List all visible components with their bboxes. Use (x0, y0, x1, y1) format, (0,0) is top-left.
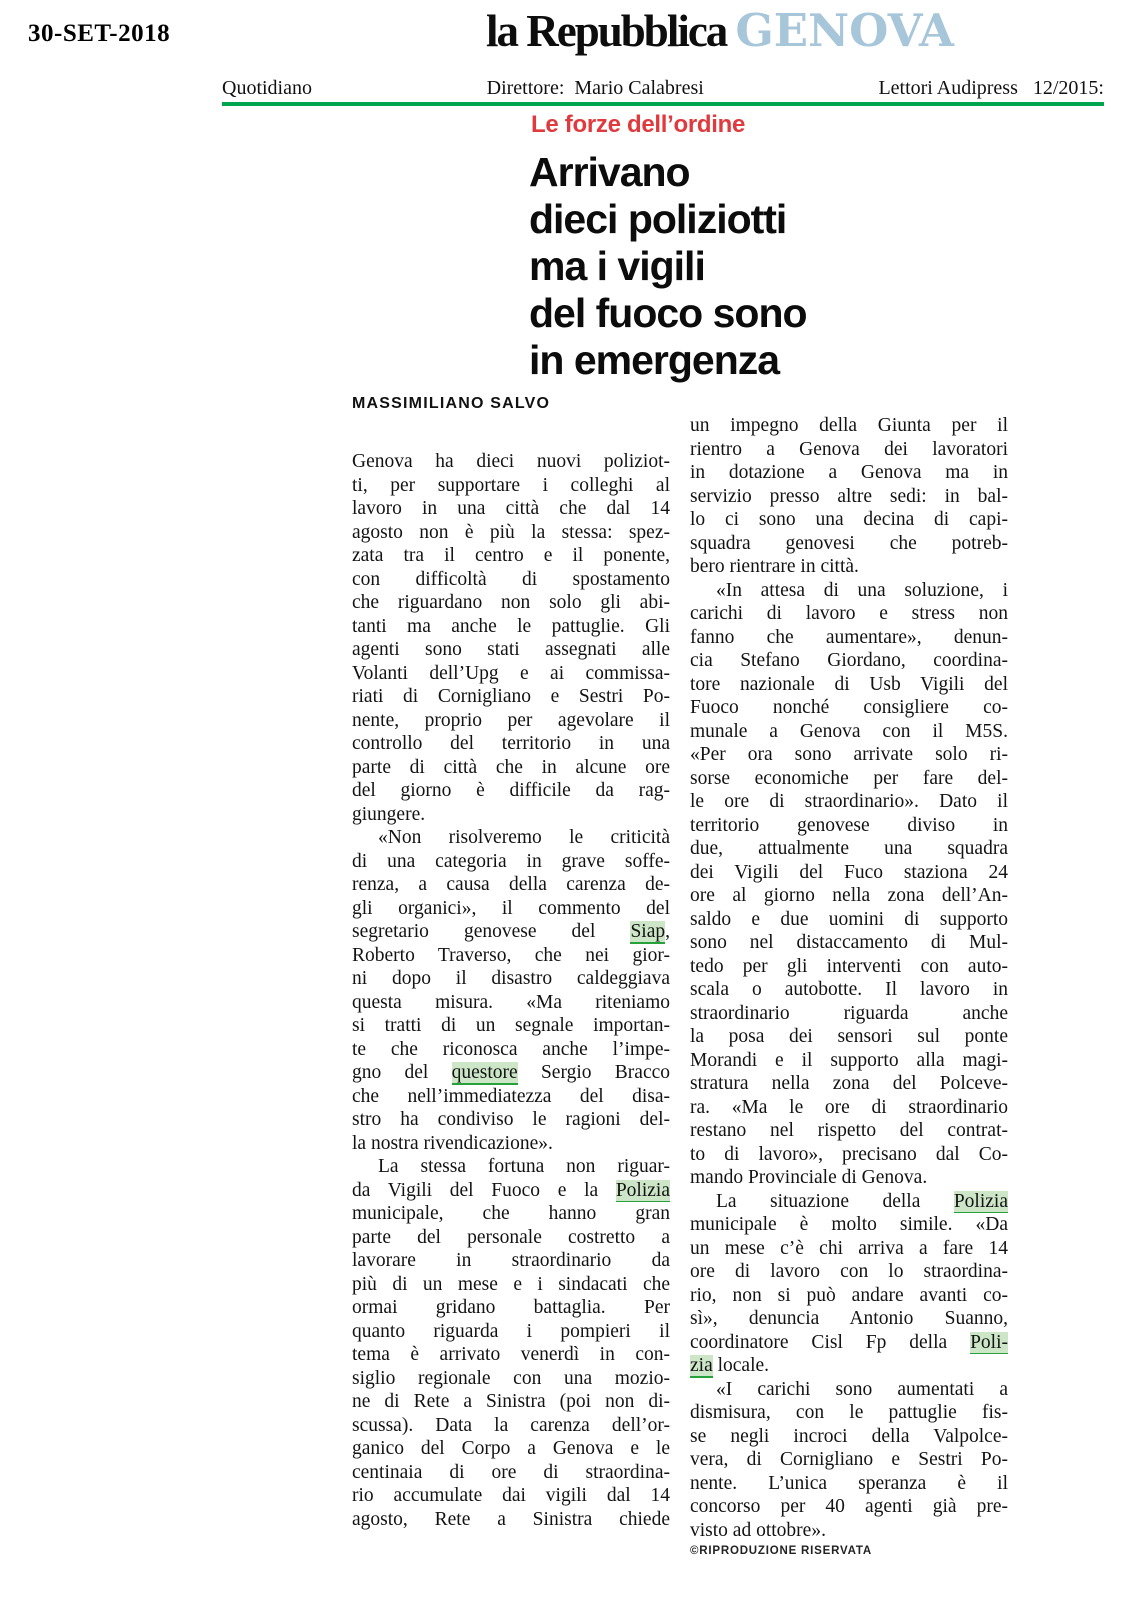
text-line (690, 955, 1008, 979)
text-segment: restano nel rispetto del contrat- (690, 1120, 1008, 1141)
text-segment: Genova ha dieci nuovi poliziot- (352, 451, 670, 472)
text-segment: ormai gridano battaglia. Per (352, 1297, 670, 1318)
text-line (352, 685, 670, 709)
text-segment: nente. L’unica speranza è il (690, 1472, 1008, 1494)
text-line (352, 1484, 670, 1508)
text-segment: scala o autobotte. Il lavoro in (690, 979, 1008, 1000)
text-segment: tema è arrivato venerdì in con- (352, 1344, 670, 1365)
text-segment: renza, a causa della carenza de- (352, 874, 670, 895)
text-segment: Fuoco nonché consigliere co- (690, 697, 1008, 718)
press-review-date: 30-SET-2018 (28, 20, 171, 47)
text-line (352, 638, 670, 662)
text-segment: concorso per 40 agenti già pre- (690, 1496, 1008, 1517)
text-line (690, 1401, 1008, 1425)
text-line (690, 1049, 1008, 1073)
text-line (352, 1014, 670, 1038)
text-segment: agosto, Rete a Sinistra chiede (352, 1508, 670, 1530)
text-line (352, 991, 670, 1015)
text-line (690, 1448, 1008, 1472)
header-rule (222, 102, 1104, 106)
paragraph (352, 826, 670, 1155)
text-line (352, 1085, 670, 1109)
text-segment: saldo e due uomini di supporto (690, 908, 1008, 930)
text-line (690, 414, 1008, 438)
text-segment: carichi di lavoro e stress non (690, 603, 1008, 624)
text-line (690, 555, 1008, 579)
text-segment: sì», denuncia Antonio Suanno, (690, 1308, 1008, 1329)
text-line (690, 579, 1008, 603)
text-line (690, 1166, 1008, 1190)
highlighted-term: questore (452, 1062, 518, 1085)
highlighted-term: Polizia (616, 1180, 670, 1203)
highlighted-term: Polizia (954, 1191, 1008, 1214)
paragraph (352, 450, 670, 826)
text-segment: se negli incroci della Valpolce- (690, 1425, 1008, 1447)
text-segment: Volanti dell’Upg e ai commissa- (352, 662, 670, 684)
text-line (690, 673, 1008, 697)
text-line (352, 568, 670, 592)
text-line (352, 897, 670, 921)
text-segment: del giorno è difficile da rag- (352, 780, 670, 801)
article-byline: MASSIMILIANO SALVO (352, 395, 551, 412)
text-line (690, 1025, 1008, 1049)
text-line (352, 1108, 670, 1132)
text-segment: la nostra rivendicazione». (352, 1132, 553, 1154)
text-line (690, 1331, 1008, 1355)
text-line (352, 450, 670, 474)
meta-row (222, 77, 1104, 100)
text-segment: tore nazionale di Usb Vigili del (690, 673, 1008, 695)
highlighted-term: Siap (630, 921, 665, 944)
text-line (352, 544, 670, 568)
text-segment: munale a Genova con il M5S. (690, 720, 1008, 742)
article-column-left (352, 450, 670, 1531)
meta-quotidiano: Quotidiano (222, 77, 312, 99)
text-line (352, 1367, 670, 1391)
text-line (352, 850, 670, 874)
text-segment: sono nel distaccamento di Mul- (690, 932, 1008, 953)
text-line (690, 438, 1008, 462)
text-line (690, 814, 1008, 838)
text-line (690, 1307, 1008, 1331)
text-line (690, 1519, 1008, 1543)
text-line (352, 1179, 670, 1203)
text-line (690, 861, 1008, 885)
text-segment: dismisura, con le pattuglie fis- (690, 1402, 1008, 1423)
copyright-notice: ©RIPRODUZIONE RISERVATA (690, 1545, 872, 1557)
text-segment: due, attualmente una squadra (690, 838, 1008, 859)
text-line (352, 944, 670, 968)
text-segment: lavorare in straordinario da (352, 1250, 670, 1271)
text-line (352, 873, 670, 897)
text-line (690, 649, 1008, 673)
text-segment: stro ha condiviso le ragioni del- (352, 1109, 670, 1130)
text-segment: che riguardano non solo gli abi- (352, 592, 670, 613)
text-line (690, 1119, 1008, 1143)
text-line (352, 1226, 670, 1250)
text-segment: che nell’immediatezza del disa- (352, 1085, 670, 1107)
headline-line: in emergenza (529, 337, 780, 383)
text-segment: ganico del Corpo a Genova e le (352, 1438, 670, 1459)
text-line (690, 1260, 1008, 1284)
text-segment: da Vigili del Fuoco e la (352, 1179, 616, 1201)
masthead-edition: GENOVA (735, 4, 954, 57)
text-line (690, 461, 1008, 485)
text-segment: straordinario riguarda anche (690, 1002, 1008, 1024)
text-segment: visto ad ottobre». (690, 1519, 826, 1541)
text-line (690, 1354, 1008, 1378)
text-line (690, 696, 1008, 720)
text-segment: ti, per supportare i colleghi al (352, 474, 670, 496)
text-line (690, 908, 1008, 932)
text-segment: mando Provinciale di Genova. (690, 1167, 928, 1188)
text-line (352, 826, 670, 850)
text-line (352, 1508, 670, 1532)
text-segment: «In attesa di una soluzione, i (716, 579, 1008, 601)
text-segment: la posa dei sensori sul ponte (690, 1026, 1008, 1047)
text-segment: ra. «Ma le ore di straordinario (690, 1096, 1008, 1118)
text-segment: scussa). Data la carenza dell’or- (352, 1414, 670, 1436)
text-line (352, 709, 670, 733)
text-line (352, 615, 670, 639)
masthead-title: la Repubblica (486, 6, 727, 56)
meta-lettori-audipress: Lettori Audipress 12/2015: (878, 77, 1104, 99)
text-line (352, 1414, 670, 1438)
article-column-right (690, 414, 1008, 1542)
text-segment: si tratti di un segnale importan- (352, 1015, 670, 1036)
text-line (690, 1425, 1008, 1449)
text-line (690, 978, 1008, 1002)
text-line (690, 485, 1008, 509)
text-segment: to di lavoro», precisano dal Co- (690, 1143, 1008, 1165)
text-segment: quanto riguarda i pompieri il (352, 1320, 670, 1342)
text-line (352, 967, 670, 991)
text-line (690, 1190, 1008, 1214)
text-line (352, 1390, 670, 1414)
text-segment: cia Stefano Giordano, coordina- (690, 650, 1008, 671)
text-segment: bero rientrare in città. (690, 556, 859, 577)
text-segment: le ore di straordinario». Dato il (690, 791, 1008, 812)
text-segment: rio, non si può andare avanti co- (690, 1284, 1008, 1306)
text-segment: «Per ora sono arrivate solo ri- (690, 744, 1008, 765)
text-segment: parte di città che in alcune ore (352, 756, 670, 778)
text-line (690, 1378, 1008, 1402)
text-line (690, 767, 1008, 791)
text-segment: rientro a Genova dei lavoratori (690, 438, 1008, 460)
text-segment: vera, di Cornigliano e Sestri Po- (690, 1449, 1008, 1470)
text-segment: dei Vigili del Fuco staziona 24 (690, 861, 1008, 883)
text-segment: tanti ma anche le pattuglie. Gli (352, 615, 670, 637)
text-segment: «Non risolveremo le criticità (378, 827, 670, 848)
text-segment: zata tra il centro e il ponente, (352, 545, 670, 566)
text-segment: gno del (352, 1062, 452, 1083)
headline-line: dieci poliziotti (529, 196, 787, 242)
text-segment: gli organici», il commento del (352, 897, 670, 919)
text-segment: municipale, che hanno gran (352, 1203, 670, 1224)
text-line (352, 1437, 670, 1461)
text-segment: con difficoltà di spostamento (352, 568, 670, 590)
text-segment: , (665, 921, 670, 942)
text-line (690, 1284, 1008, 1308)
text-segment: questa misura. «Ma riteniamo (352, 991, 670, 1013)
masthead (486, 4, 954, 57)
text-segment: Sergio Bracco (517, 1062, 670, 1083)
text-line (352, 1038, 670, 1062)
article-headline (529, 149, 807, 384)
text-line (690, 508, 1008, 532)
meta-direttore: Direttore: Mario Calabresi (486, 77, 704, 99)
text-line (352, 521, 670, 545)
paragraph (352, 1155, 670, 1531)
text-line (690, 884, 1008, 908)
headline-line: ma i vigili (529, 243, 705, 289)
paragraph (690, 1190, 1008, 1378)
text-line (690, 602, 1008, 626)
text-segment: parte del personale costretto a (352, 1226, 670, 1248)
text-line (352, 1461, 670, 1485)
text-segment: ore al giorno nella zona dell’An- (690, 885, 1008, 906)
text-segment: lavoro in una città che dal 14 (352, 498, 670, 519)
text-segment: giungere. (352, 803, 426, 825)
text-segment: te che riconosca anche l’impe- (352, 1038, 670, 1060)
text-line (352, 1343, 670, 1367)
text-segment: locale. (712, 1355, 770, 1376)
text-line (352, 1061, 670, 1085)
highlighted-term: Poli- (970, 1332, 1008, 1355)
text-segment: di una categoria in grave soffe- (352, 850, 670, 872)
text-segment: riati di Cornigliano e Sestri Po- (352, 686, 670, 707)
text-segment: nente, proprio per agevolare il (352, 709, 670, 731)
headline-line: Arrivano (529, 149, 690, 195)
text-segment: lo ci sono una decina di capi- (690, 509, 1008, 530)
text-segment: sorse economiche per fare del- (690, 767, 1008, 789)
text-line (690, 720, 1008, 744)
text-line (690, 790, 1008, 814)
text-segment: tedo per gli interventi con auto- (690, 955, 1008, 977)
text-segment: fanno che aumentare», denun- (690, 626, 1008, 648)
text-segment: squadra genovesi che potreb- (690, 532, 1008, 554)
text-segment: ni dopo il disastro caldeggiava (352, 968, 670, 989)
text-segment: agenti sono stati assegnati alle (352, 639, 670, 660)
text-line (690, 626, 1008, 650)
text-segment: siglio regionale con una mozio- (352, 1367, 670, 1389)
text-line (352, 1249, 670, 1273)
text-segment: La stessa fortuna non riguar- (378, 1156, 670, 1177)
text-segment: un impegno della Giunta per il (690, 415, 1008, 436)
text-segment: coordinatore Cisl Fp della (690, 1331, 971, 1353)
text-line (690, 837, 1008, 861)
text-segment: territorio genovese diviso in (690, 814, 1008, 836)
text-segment: stratura nella zona del Polceve- (690, 1073, 1008, 1094)
text-segment: ore di lavoro con lo straordina- (690, 1261, 1008, 1282)
text-segment: municipale è molto simile. «Da (690, 1214, 1008, 1235)
text-line (690, 1096, 1008, 1120)
paragraph (690, 1378, 1008, 1543)
text-line (352, 779, 670, 803)
text-line (690, 1002, 1008, 1026)
text-segment: centinaia di ore di straordina- (352, 1461, 670, 1483)
text-line (352, 756, 670, 780)
text-line (352, 591, 670, 615)
paragraph (690, 414, 1008, 579)
text-line (690, 1143, 1008, 1167)
text-line (690, 931, 1008, 955)
text-line (352, 474, 670, 498)
text-segment: agosto non è più la stessa: spez- (352, 521, 670, 543)
text-segment: «I carichi sono aumentati a (716, 1378, 1008, 1400)
text-line (352, 803, 670, 827)
text-segment: Morandi e il supporto alla magi- (690, 1049, 1008, 1071)
text-line (690, 743, 1008, 767)
text-segment: in dotazione a Genova ma in (690, 462, 1008, 483)
text-line (352, 1132, 670, 1156)
headline-line: del fuoco sono (529, 290, 807, 336)
text-line (352, 1202, 670, 1226)
text-line (352, 662, 670, 686)
text-segment: controllo del territorio in una (352, 733, 670, 754)
text-segment: servizio presso altre sedi: in bal- (690, 485, 1008, 507)
text-line (352, 1296, 670, 1320)
text-segment: rio accumulate dai vigili dal 14 (352, 1485, 670, 1506)
text-segment: ne di Rete a Sinistra (poi non di- (352, 1391, 670, 1412)
text-line (352, 732, 670, 756)
text-line (690, 1213, 1008, 1237)
text-line (690, 1072, 1008, 1096)
text-line (352, 1273, 670, 1297)
text-segment: più di un mese e i sindacati che (352, 1273, 670, 1295)
text-line (352, 920, 670, 944)
text-line (690, 1472, 1008, 1496)
paragraph (690, 579, 1008, 1190)
text-line (352, 1155, 670, 1179)
text-segment: segretario genovese del (352, 921, 631, 942)
text-line (352, 1320, 670, 1344)
text-line (352, 497, 670, 521)
article-kicker: Le forze dell’ordine (531, 111, 746, 138)
text-line (690, 1237, 1008, 1261)
text-segment: La situazione della (716, 1190, 954, 1212)
text-segment: un mese c’è chi arriva a fare 14 (690, 1237, 1008, 1259)
highlighted-term: zia (690, 1355, 713, 1378)
text-segment: Roberto Traverso, che nei gior- (352, 944, 670, 966)
text-line (690, 532, 1008, 556)
text-line (690, 1495, 1008, 1519)
